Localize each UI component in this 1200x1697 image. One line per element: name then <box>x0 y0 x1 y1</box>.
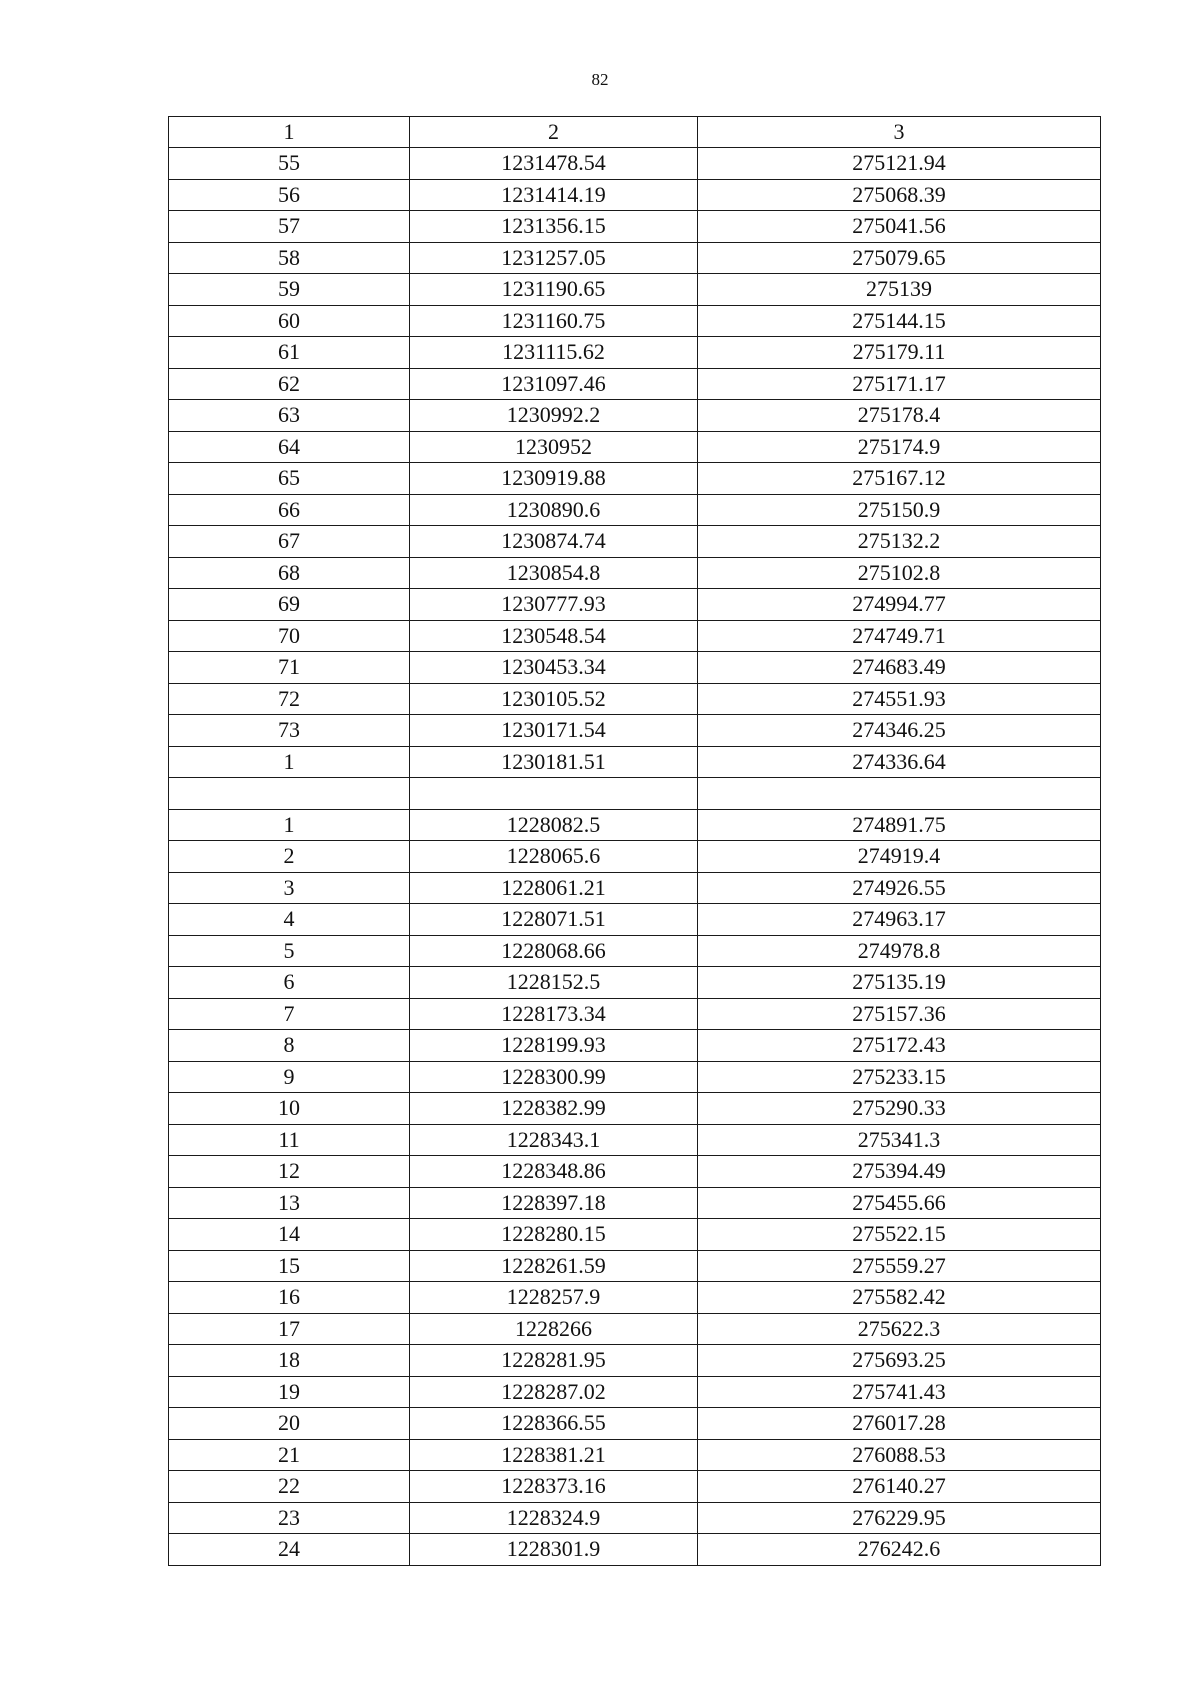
table-cell: 274551.93 <box>698 683 1101 715</box>
table-row <box>169 242 1101 274</box>
table-cell: 1231160.75 <box>410 305 698 337</box>
table-cell: 56 <box>169 179 410 211</box>
table-cell <box>169 778 410 810</box>
table-cell: 1 <box>169 746 410 778</box>
table-cell: 13 <box>169 1187 410 1219</box>
table-cell <box>410 778 698 810</box>
table-cell: 275233.15 <box>698 1061 1101 1093</box>
table-cell: 62 <box>169 368 410 400</box>
table-row <box>169 211 1101 243</box>
table-cell: 1230171.54 <box>410 715 698 747</box>
table-cell: 1230548.54 <box>410 620 698 652</box>
table-row <box>169 1250 1101 1282</box>
table-cell: 14 <box>169 1219 410 1251</box>
table-cell: 276242.6 <box>698 1534 1101 1566</box>
table-cell: 1228397.18 <box>410 1187 698 1219</box>
table-cell: 1230874.74 <box>410 526 698 558</box>
table-row <box>169 746 1101 778</box>
table-cell: 15 <box>169 1250 410 1282</box>
table-cell: 1230890.6 <box>410 494 698 526</box>
table-cell: 275522.15 <box>698 1219 1101 1251</box>
table-cell: 1231414.19 <box>410 179 698 211</box>
table-row <box>169 1124 1101 1156</box>
table-row <box>169 715 1101 747</box>
table-row <box>169 1502 1101 1534</box>
table-cell: 16 <box>169 1282 410 1314</box>
table-row <box>169 1156 1101 1188</box>
table-row <box>169 368 1101 400</box>
table-row <box>169 1439 1101 1471</box>
table-cell: 55 <box>169 148 410 180</box>
table-row <box>169 1534 1101 1566</box>
table-cell: 275174.9 <box>698 431 1101 463</box>
table-row <box>169 179 1101 211</box>
table-cell: 1231190.65 <box>410 274 698 306</box>
table-cell: 276088.53 <box>698 1439 1101 1471</box>
table-cell: 275341.3 <box>698 1124 1101 1156</box>
table-cell: 275559.27 <box>698 1250 1101 1282</box>
table-cell: 1230181.51 <box>410 746 698 778</box>
table-cell: 6 <box>169 967 410 999</box>
table-cell: 1228373.16 <box>410 1471 698 1503</box>
table-cell: 69 <box>169 589 410 621</box>
table-row <box>169 589 1101 621</box>
table-cell: 61 <box>169 337 410 369</box>
table-cell: 1231257.05 <box>410 242 698 274</box>
table-cell: 274336.64 <box>698 746 1101 778</box>
table-row <box>169 935 1101 967</box>
table-row <box>169 1345 1101 1377</box>
table-cell: 1230952 <box>410 431 698 463</box>
table-cell: 1228343.1 <box>410 1124 698 1156</box>
table-row <box>169 1471 1101 1503</box>
table-cell: 275394.49 <box>698 1156 1101 1188</box>
table-cell: 274346.25 <box>698 715 1101 747</box>
table-cell: 73 <box>169 715 410 747</box>
table-cell: 18 <box>169 1345 410 1377</box>
table-row <box>169 652 1101 684</box>
table-cell: 274919.4 <box>698 841 1101 873</box>
table-row <box>169 809 1101 841</box>
table-cell: 20 <box>169 1408 410 1440</box>
table-cell: 1230777.93 <box>410 589 698 621</box>
table-cell: 65 <box>169 463 410 495</box>
table-cell: 275121.94 <box>698 148 1101 180</box>
table-cell: 1228348.86 <box>410 1156 698 1188</box>
table-cell: 1228257.9 <box>410 1282 698 1314</box>
table-row <box>169 841 1101 873</box>
table-cell: 1228301.9 <box>410 1534 698 1566</box>
table-cell: 275139 <box>698 274 1101 306</box>
table-cell: 1231115.62 <box>410 337 698 369</box>
table-cell: 275582.42 <box>698 1282 1101 1314</box>
table-cell: 58 <box>169 242 410 274</box>
page-number: 82 <box>591 70 609 89</box>
column-header: 3 <box>698 117 1101 148</box>
table-cell: 59 <box>169 274 410 306</box>
table-cell: 275178.4 <box>698 400 1101 432</box>
table-row <box>169 494 1101 526</box>
table-cell: 1228280.15 <box>410 1219 698 1251</box>
table-cell: 1228366.55 <box>410 1408 698 1440</box>
coordinates-table <box>168 116 1101 1566</box>
table-cell: 274683.49 <box>698 652 1101 684</box>
table-row <box>169 1219 1101 1251</box>
table-cell: 1230854.8 <box>410 557 698 589</box>
table-cell: 1230919.88 <box>410 463 698 495</box>
table-cell: 276140.27 <box>698 1471 1101 1503</box>
table-cell: 57 <box>169 211 410 243</box>
table-cell: 8 <box>169 1030 410 1062</box>
table-cell: 1231356.15 <box>410 211 698 243</box>
table-cell: 5 <box>169 935 410 967</box>
table-cell: 60 <box>169 305 410 337</box>
table-cell: 275179.11 <box>698 337 1101 369</box>
table-row <box>169 1313 1101 1345</box>
table-row <box>169 1376 1101 1408</box>
table-cell: 275135.19 <box>698 967 1101 999</box>
table-cell: 1228152.5 <box>410 967 698 999</box>
table-cell: 276017.28 <box>698 1408 1101 1440</box>
table-row <box>169 683 1101 715</box>
table-cell: 71 <box>169 652 410 684</box>
table-row <box>169 431 1101 463</box>
table-cell: 67 <box>169 526 410 558</box>
table-cell: 275041.56 <box>698 211 1101 243</box>
table-cell: 275693.25 <box>698 1345 1101 1377</box>
table-row <box>169 148 1101 180</box>
table-cell: 22 <box>169 1471 410 1503</box>
table-row <box>169 274 1101 306</box>
column-header: 2 <box>410 117 698 148</box>
table-row <box>169 967 1101 999</box>
table-cell: 275157.36 <box>698 998 1101 1030</box>
table-cell: 1228173.34 <box>410 998 698 1030</box>
table-cell: 275290.33 <box>698 1093 1101 1125</box>
table-cell: 1230453.34 <box>410 652 698 684</box>
table-row <box>169 1061 1101 1093</box>
table-cell: 17 <box>169 1313 410 1345</box>
table-cell: 1231097.46 <box>410 368 698 400</box>
table-row <box>169 1408 1101 1440</box>
table-header-row <box>169 117 1101 148</box>
table-cell: 10 <box>169 1093 410 1125</box>
table-row <box>169 557 1101 589</box>
table-cell: 276229.95 <box>698 1502 1101 1534</box>
table-row <box>169 872 1101 904</box>
table-cell: 275132.2 <box>698 526 1101 558</box>
table-row <box>169 526 1101 558</box>
table-cell: 19 <box>169 1376 410 1408</box>
table-cell: 63 <box>169 400 410 432</box>
table-cell: 68 <box>169 557 410 589</box>
table-row <box>169 463 1101 495</box>
table-cell: 1228324.9 <box>410 1502 698 1534</box>
table-cell: 1228199.93 <box>410 1030 698 1062</box>
table-cell: 1228382.99 <box>410 1093 698 1125</box>
table-cell: 1228300.99 <box>410 1061 698 1093</box>
table-row <box>169 998 1101 1030</box>
table-cell: 1228381.21 <box>410 1439 698 1471</box>
table-cell: 9 <box>169 1061 410 1093</box>
table-cell: 1230992.2 <box>410 400 698 432</box>
table-cell: 21 <box>169 1439 410 1471</box>
table-cell: 274926.55 <box>698 872 1101 904</box>
table-cell: 274749.71 <box>698 620 1101 652</box>
table-cell: 70 <box>169 620 410 652</box>
table-cell: 1228266 <box>410 1313 698 1345</box>
table-cell: 275741.43 <box>698 1376 1101 1408</box>
table-row <box>169 1282 1101 1314</box>
table-cell: 1228071.51 <box>410 904 698 936</box>
table-cell <box>698 778 1101 810</box>
table-row <box>169 1187 1101 1219</box>
table-cell: 1231478.54 <box>410 148 698 180</box>
table-cell: 275167.12 <box>698 463 1101 495</box>
table-cell: 275144.15 <box>698 305 1101 337</box>
table-cell: 1230105.52 <box>410 683 698 715</box>
table-cell: 64 <box>169 431 410 463</box>
table-cell: 1228261.59 <box>410 1250 698 1282</box>
table-row <box>169 778 1101 810</box>
table-cell: 274891.75 <box>698 809 1101 841</box>
table-cell: 275172.43 <box>698 1030 1101 1062</box>
table-row <box>169 620 1101 652</box>
table-cell: 12 <box>169 1156 410 1188</box>
table-cell: 1 <box>169 809 410 841</box>
table-cell: 1228281.95 <box>410 1345 698 1377</box>
table-cell: 275079.65 <box>698 242 1101 274</box>
table-cell: 4 <box>169 904 410 936</box>
table-cell: 275622.3 <box>698 1313 1101 1345</box>
table-cell: 2 <box>169 841 410 873</box>
table-row <box>169 305 1101 337</box>
table-cell: 275068.39 <box>698 179 1101 211</box>
table-cell: 11 <box>169 1124 410 1156</box>
table-cell: 1228065.6 <box>410 841 698 873</box>
table-cell: 274978.8 <box>698 935 1101 967</box>
table-cell: 1228061.21 <box>410 872 698 904</box>
table-cell: 23 <box>169 1502 410 1534</box>
table-cell: 274994.77 <box>698 589 1101 621</box>
table-row <box>169 400 1101 432</box>
table-cell: 66 <box>169 494 410 526</box>
table-cell: 1228082.5 <box>410 809 698 841</box>
table-cell: 1228287.02 <box>410 1376 698 1408</box>
table-row <box>169 1030 1101 1062</box>
table-cell: 275150.9 <box>698 494 1101 526</box>
table-row <box>169 904 1101 936</box>
table-cell: 24 <box>169 1534 410 1566</box>
column-header: 1 <box>169 117 410 148</box>
table-cell: 275171.17 <box>698 368 1101 400</box>
table-cell: 7 <box>169 998 410 1030</box>
table-cell: 1228068.66 <box>410 935 698 967</box>
table-cell: 72 <box>169 683 410 715</box>
table-cell: 274963.17 <box>698 904 1101 936</box>
table-body <box>169 117 1101 1566</box>
table-row <box>169 1093 1101 1125</box>
table-cell: 3 <box>169 872 410 904</box>
table-cell: 275455.66 <box>698 1187 1101 1219</box>
table-cell: 275102.8 <box>698 557 1101 589</box>
table-row <box>169 337 1101 369</box>
